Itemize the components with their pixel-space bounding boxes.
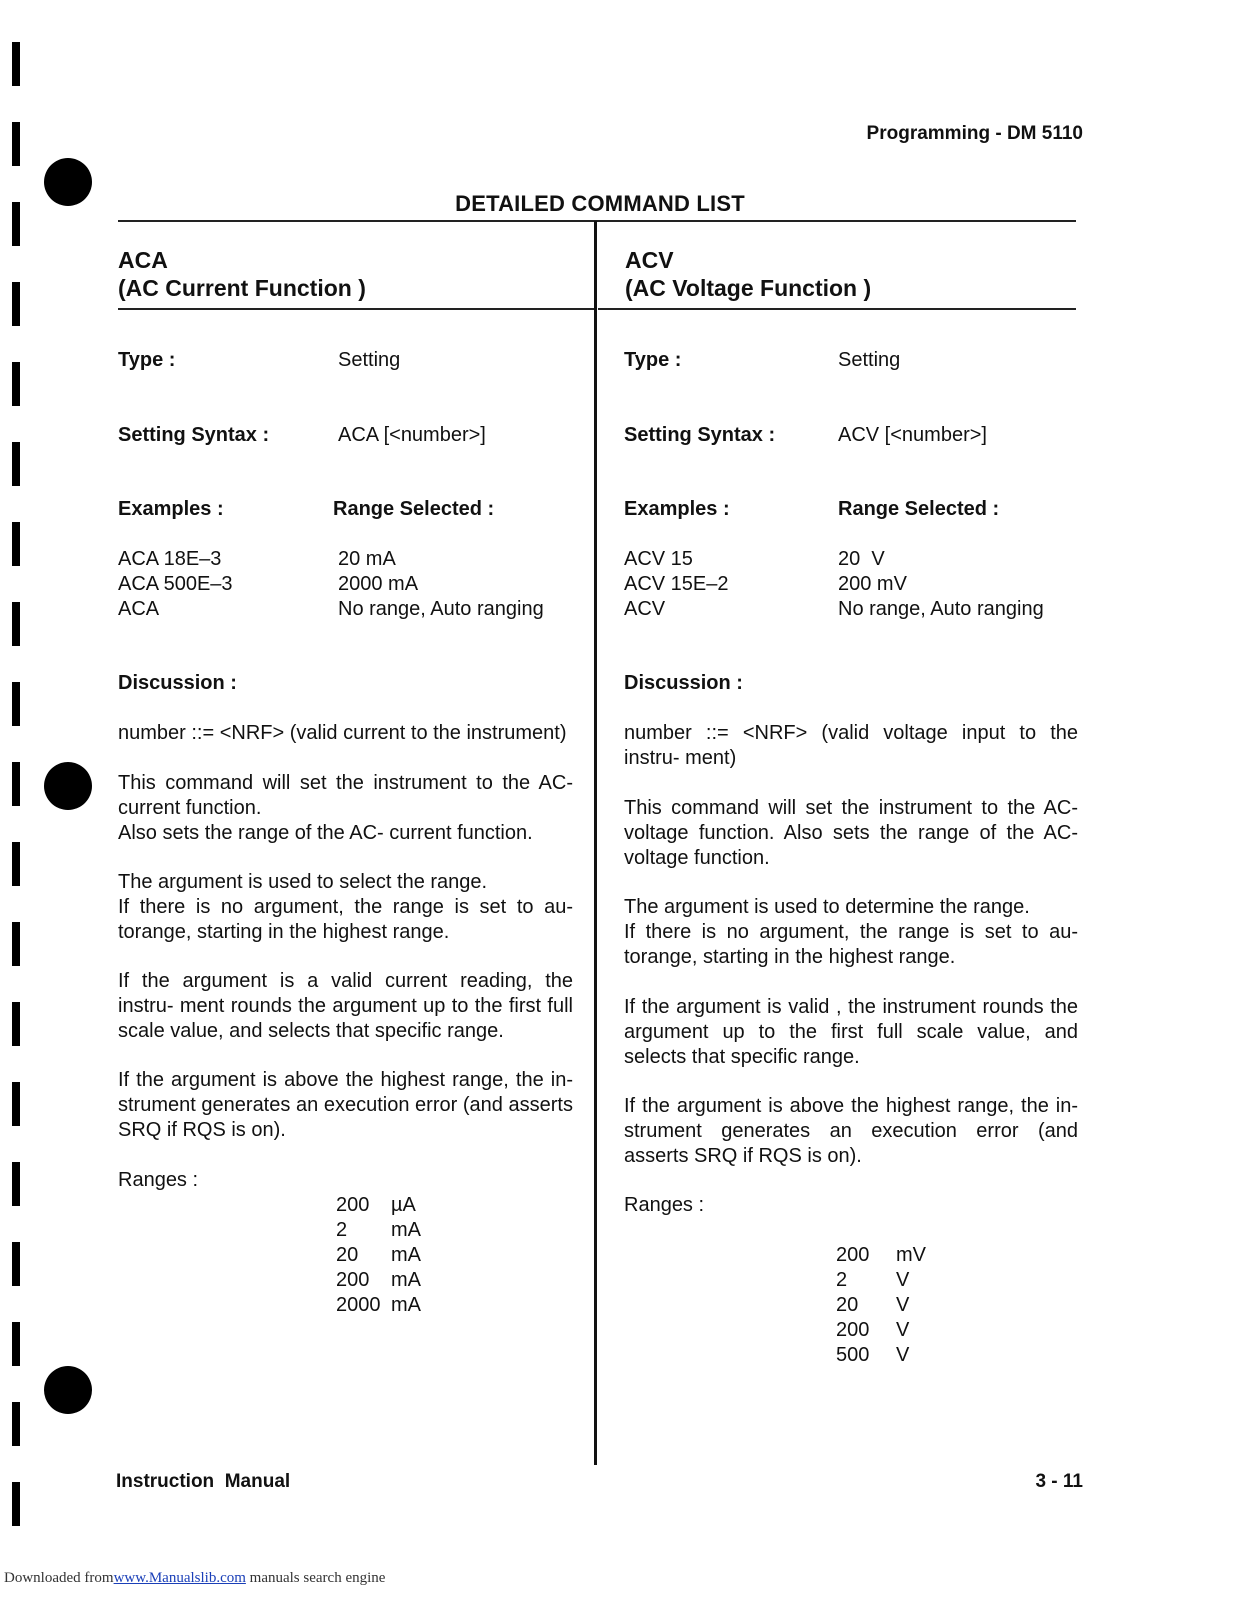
manualslib-link[interactable]: www.Manualslib.com (113, 1570, 246, 1586)
range-value: 200 (836, 1244, 870, 1266)
range-value: 2 (836, 1269, 848, 1291)
download-source-line (4, 1570, 385, 1587)
discussion-label: Discussion : (118, 672, 237, 694)
range-value: 20 (336, 1244, 359, 1266)
range-value: 200 (336, 1194, 370, 1216)
example-command: ACA 500E–3 (118, 573, 233, 595)
source-suffix: manuals search engine (245, 1570, 386, 1586)
binder-bar (12, 362, 20, 406)
punch-hole (44, 762, 92, 810)
example-command: ACA (118, 598, 160, 620)
range-value: 200 (336, 1269, 370, 1291)
punch-hole (44, 1366, 92, 1414)
binder-bar (12, 762, 20, 806)
syntax-value: ACA [<number>] (338, 424, 486, 446)
ranges-table (836, 1243, 926, 1368)
binder-bar (12, 42, 20, 86)
binder-bar (12, 1322, 20, 1366)
example-command: ACV 15 (624, 548, 693, 570)
example-range: 2000 mA (338, 573, 419, 595)
running-header: Programming - DM 5110 (866, 123, 1083, 144)
range-selected-label: Range Selected : (333, 498, 495, 520)
binder-bar (12, 1242, 20, 1286)
title-rule (118, 220, 1076, 222)
range-row (836, 1268, 926, 1293)
ranges-label: Ranges : (624, 1194, 705, 1216)
discussion-paragraph: This command will set the instrument to the AC- voltage function. Also sets the range of the AC- voltage function. (624, 797, 1078, 869)
binder-bar (12, 1002, 20, 1046)
discussion-paragraph: If the argument is valid , the instrument rounds the argument up to the first full scale value, and selects that specific range. (624, 996, 1078, 1068)
discussion-paragraph: This command will set the instrument to the AC- current function. Also sets the range of the AC- current function. (118, 772, 573, 844)
binder-bar (12, 1482, 20, 1526)
column-divider (594, 221, 597, 1465)
type-label: Type : (624, 349, 682, 371)
example-range: 20 mA (338, 548, 396, 570)
command-name: ACA (118, 247, 168, 273)
range-row (336, 1193, 421, 1218)
binder-bar (12, 682, 20, 726)
range-value: 500 (836, 1344, 870, 1366)
syntax-label: Setting Syntax : (624, 424, 776, 446)
discussion-paragraph: If the argument is above the highest range, the in- strument generates an execution error (and asserts SRQ if RQS is on). (118, 1069, 573, 1141)
source-prefix: Downloaded from (4, 1570, 114, 1586)
discussion-label: Discussion : (624, 672, 743, 694)
command-name: ACV (625, 247, 674, 273)
examples-label: Examples : (624, 498, 730, 520)
command-function: (AC Current Function ) (118, 275, 366, 301)
range-value: 20 (836, 1294, 859, 1316)
range-row (836, 1243, 926, 1268)
range-row (336, 1218, 421, 1243)
page-title: DETAILED COMMAND LIST (455, 191, 745, 216)
range-value: 2000 (336, 1294, 381, 1316)
range-unit: mA (391, 1294, 421, 1316)
range-row (836, 1318, 926, 1343)
right-heading-rule (598, 308, 1076, 310)
range-unit: mA (391, 1219, 421, 1241)
type-value: Setting (838, 349, 901, 371)
ranges-table (336, 1193, 421, 1318)
example-command: ACV (624, 598, 666, 620)
binder-bar (12, 282, 20, 326)
example-range: No range, Auto ranging (338, 598, 544, 620)
range-unit: mV (896, 1244, 926, 1266)
binder-bar (12, 922, 20, 966)
range-unit: mA (391, 1244, 421, 1266)
range-unit: V (896, 1319, 910, 1341)
range-row (336, 1268, 421, 1293)
range-row (836, 1343, 926, 1368)
range-value: 200 (836, 1319, 870, 1341)
range-row (336, 1243, 421, 1268)
example-command: ACV 15E–2 (624, 573, 729, 595)
discussion-paragraph: If the argument is above the highest range, the in- strument generates an execution error (and asserts SRQ if RQS is on). (624, 1095, 1078, 1167)
example-range: No range, Auto ranging (838, 598, 1044, 620)
footer-manual-label: Instruction Manual (116, 1471, 291, 1492)
range-value: 2 (336, 1219, 348, 1241)
syntax-value: ACV [<number>] (838, 424, 987, 446)
syntax-label: Setting Syntax : (118, 424, 270, 446)
binder-bar (12, 1082, 20, 1126)
binder-bar (12, 1402, 20, 1446)
examples-label: Examples : (118, 498, 224, 520)
range-unit: V (896, 1294, 910, 1316)
example-range: 20 V (838, 548, 885, 570)
command-function: (AC Voltage Function ) (625, 275, 872, 301)
range-unit: V (896, 1344, 910, 1366)
type-value: Setting (338, 349, 401, 371)
discussion-paragraph: The argument is used to determine the range. If there is no argument, the range is set to au- torange, starting in the highest range. (624, 896, 1078, 968)
example-command: ACA 18E–3 (118, 548, 222, 570)
range-selected-label: Range Selected : (838, 498, 1000, 520)
left-heading-rule (118, 308, 596, 310)
binder-bar (12, 522, 20, 566)
binder-bar (12, 1162, 20, 1206)
type-label: Type : (118, 349, 176, 371)
discussion-paragraph: number ::= <NRF> (valid voltage input to the instru- ment) (624, 722, 1078, 769)
range-row (336, 1293, 421, 1318)
page-number: 3 - 11 (1035, 1471, 1083, 1492)
discussion-paragraph: number ::= <NRF> (valid current to the instrument) (118, 722, 567, 744)
binder-bar (12, 842, 20, 886)
discussion-paragraph: If the argument is a valid current reading, the instru- ment rounds the argument up to the first full scale value, and selects that specific range. (118, 970, 573, 1042)
range-unit: mA (391, 1269, 421, 1291)
range-row (836, 1293, 926, 1318)
ranges-label: Ranges : (118, 1169, 199, 1191)
binder-bar (12, 442, 20, 486)
range-unit: V (896, 1269, 910, 1291)
example-range: 200 mV (838, 573, 907, 595)
range-unit: µA (391, 1194, 416, 1216)
discussion-paragraph: The argument is used to select the range. If there is no argument, the range is set to au- torange, starting in the highest range. (118, 871, 573, 943)
binder-bar (12, 602, 20, 646)
binder-bar (12, 122, 20, 166)
